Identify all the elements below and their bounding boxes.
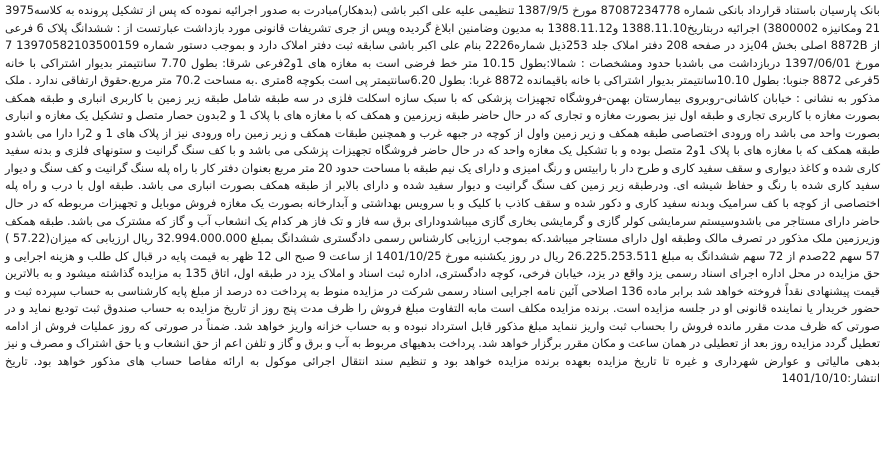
auction-notice-text: بانک پارسیان باستناد قرارداد بانکی شماره 87087234778 مورخ 1387/9/5 تنظیمی علیه علی اکبر باشی (بدهکار)مبادرت به صدور اجرائیه نموده که پس از تشکیل پرونده به کلاسه3975 21 ومکانیزه 3800002) اجرائیه دربتاریخ1388.11.10 و1388.11.12 به مدیون وضامنین ابلاغ گردیده وپس از جری تشریفات قانونی مورد بازداشت عبارتست از : ششدانگ پلاک 6 فرعی از 8872B اصلی بخش 04یزد در صفحه 208 دفتر املاک جلد 253ذیل شماره2226 بنام علی اکبر باشی سابقه ثبت دفتر املاک دارد و بموجب دستور شماره 13970582103500159 7 مورخ 1397/06/01 دربازداشت می باشدبا حدود ومشخصات : شمالا:بطول 10.15 متر خط فرضی است به مغازه های 1و2فرعی شرقا: بطول 7.70 سانتیمتر بدیوار اشتراکی با خانه 5فرعی 8872 جنوبا: بطول 10.10سانتیمتر بدیوار اشتراکی با خانه باقیمانده 8872 غربا: بطول 6.20سانتیمتر پی است بکوچه 8متری .به مساحت 70.2 متر مربع.حقوق ارتفاقی ندارد . ملک مذکور به نشانی : خیابان کاشانی-روبروی بیمارستان بهمن-فروشگاه تجهیزات پزشکی که با سبک سازه اسکلت فلزی در سه طبقه شامل طبقه زیر زمین با کاربری انباری و طبقه همکف بصورت مغازه با کاربری تجاری و طبقه اول نیز بصورت مغازه و تجاری که در حال حاضر طبقه زیرزمین و همکف که با مغازه های با پلاک 1 و 2بدون حصار متصل و تشکیل یک مغازه و انباری بصورت واحد می باشد راه ورودی اختصاصی طبقه همکف و زیر زمین واول از کوچه در جبهه غرب و همچنین طبقات همکف و زیر زمین راه ورودی نیز از پلاک های 1 و 2را دارا می باشدو طبقه همکف که با مغازه های با پلاک 1و2 متصل بوده و با تشکیل یک مغازه واحد که در حال حاضر فروشگاه تجهیزات پزشکی می باشد و با کف سنگ گرانیت و ستونهای فلزی و بدنه سفید کاری شده و کاغذ دیواری و سقف سفید کاری و طرح دار با رابیتس و رنگ امیزی و دارای یک نیم طبقه با مساحت حدود 20 متر مربع بعنوان دفتر کار با راه پله سنگ گرانیت و کف سنگ و دیوار سفید کاری شده با رنگ و حفاظ شیشه ای. ودرطبقه زیر زمین کف سنگ گرانیت و دیوار سفید شده و دارای بالابر از طبقه همکف بصورت انباری می باشد. طبقه اول با درب و راه پله اختصاصی از کوچه با کف سرامیک وبدنه سفید کاری و دکور شده و سقف کاذب با کلیک و با سرویس بهداشتی و آبدارخانه بصورت یک مغازه فروش موبایل و تجهیزات مربوطه که در حال حاضر دارای مستاجر می باشدوسیستم سرمایشی کولر گازی و گرمایشی بخاری گازی میباشدودارای برق سه فاز و تک فاز هر کدام یک انشعاب آب و گاز که مشترک می باشد. طبقه همکف وزیرزمین ملک مذکور در تصرف مالک وطبقه اول دارای مستاجر میباشد.که بموجب ارزیابی کارشناس رسمی دادگستری ششدانگ بمبلغ 32.994.000.000 ریال ارزیابی که میزان(57.22 ) 57 سهم 22صدم از 72 سهم ششدانگ به مبلغ 26.225.253.511 ریال در روز یکشنبه مورخ 1401/10/25 از ساعت 9 صبح الی 12 ظهر به قیمت پایه در قبال کل طلب و هزینه اجرایی و حق مزایده در محل اداره اجرای اسناد رسمی یزد واقع در یزد، خیابان فرخی، کوچه دادگستری، اداره ثبت اسناد و املاک یزد در طبقه اول، اتاق 135 به مزایده گذاشته میشود و به بالاترین قیمت پیشنهادی نقداً فروخته خواهد شد برابر ماده 136 اصلاحی آئین نامه اجرایی اسناد رسمی شرکت در مزایده منوط به پرداخت ده درصد از مبلغ پایه کارشناسی به حساب سپرده ثبت و حضور خریدار یا نماینده قانونی او در جلسه مزایده است. برنده مزایده مکلف است مابه التفاوت مبلغ فروش را ظرف مدت پنج روز از تاریخ مزایده به حساب صندوق ثبت تودیع نماید و در صورتی که ظرف مدت مقرر مانده فروش را بحساب ثبت واریز ننماید مبلغ مذکور قابل استرداد نبوده و به حساب خزانه واریز خواهد شد. ضمناً در صورتی که روز عملیات فروش از ادامه تعطیل گردد مزایده روز بعد از تعطیلی در همان ساعت و مکان مقرر برگزار خواهد شد. پرداخت بدهیهای مربوط به آب و برق و گاز و تلفن اعم از حق انشعاب و یا حق اشتراک و مصرف و نیز بدهی مالیاتی و عوارض شهرداری و غیره تا تاریخ مزایده بعهده برنده مزایده خواهد بود و تنظیم سند انتقال اجرائی موکول به ارائه مفاصا حساب های مذکور خواهد بود. تاریخ انتشار:1401/10/10: [5, 3, 881, 386]
